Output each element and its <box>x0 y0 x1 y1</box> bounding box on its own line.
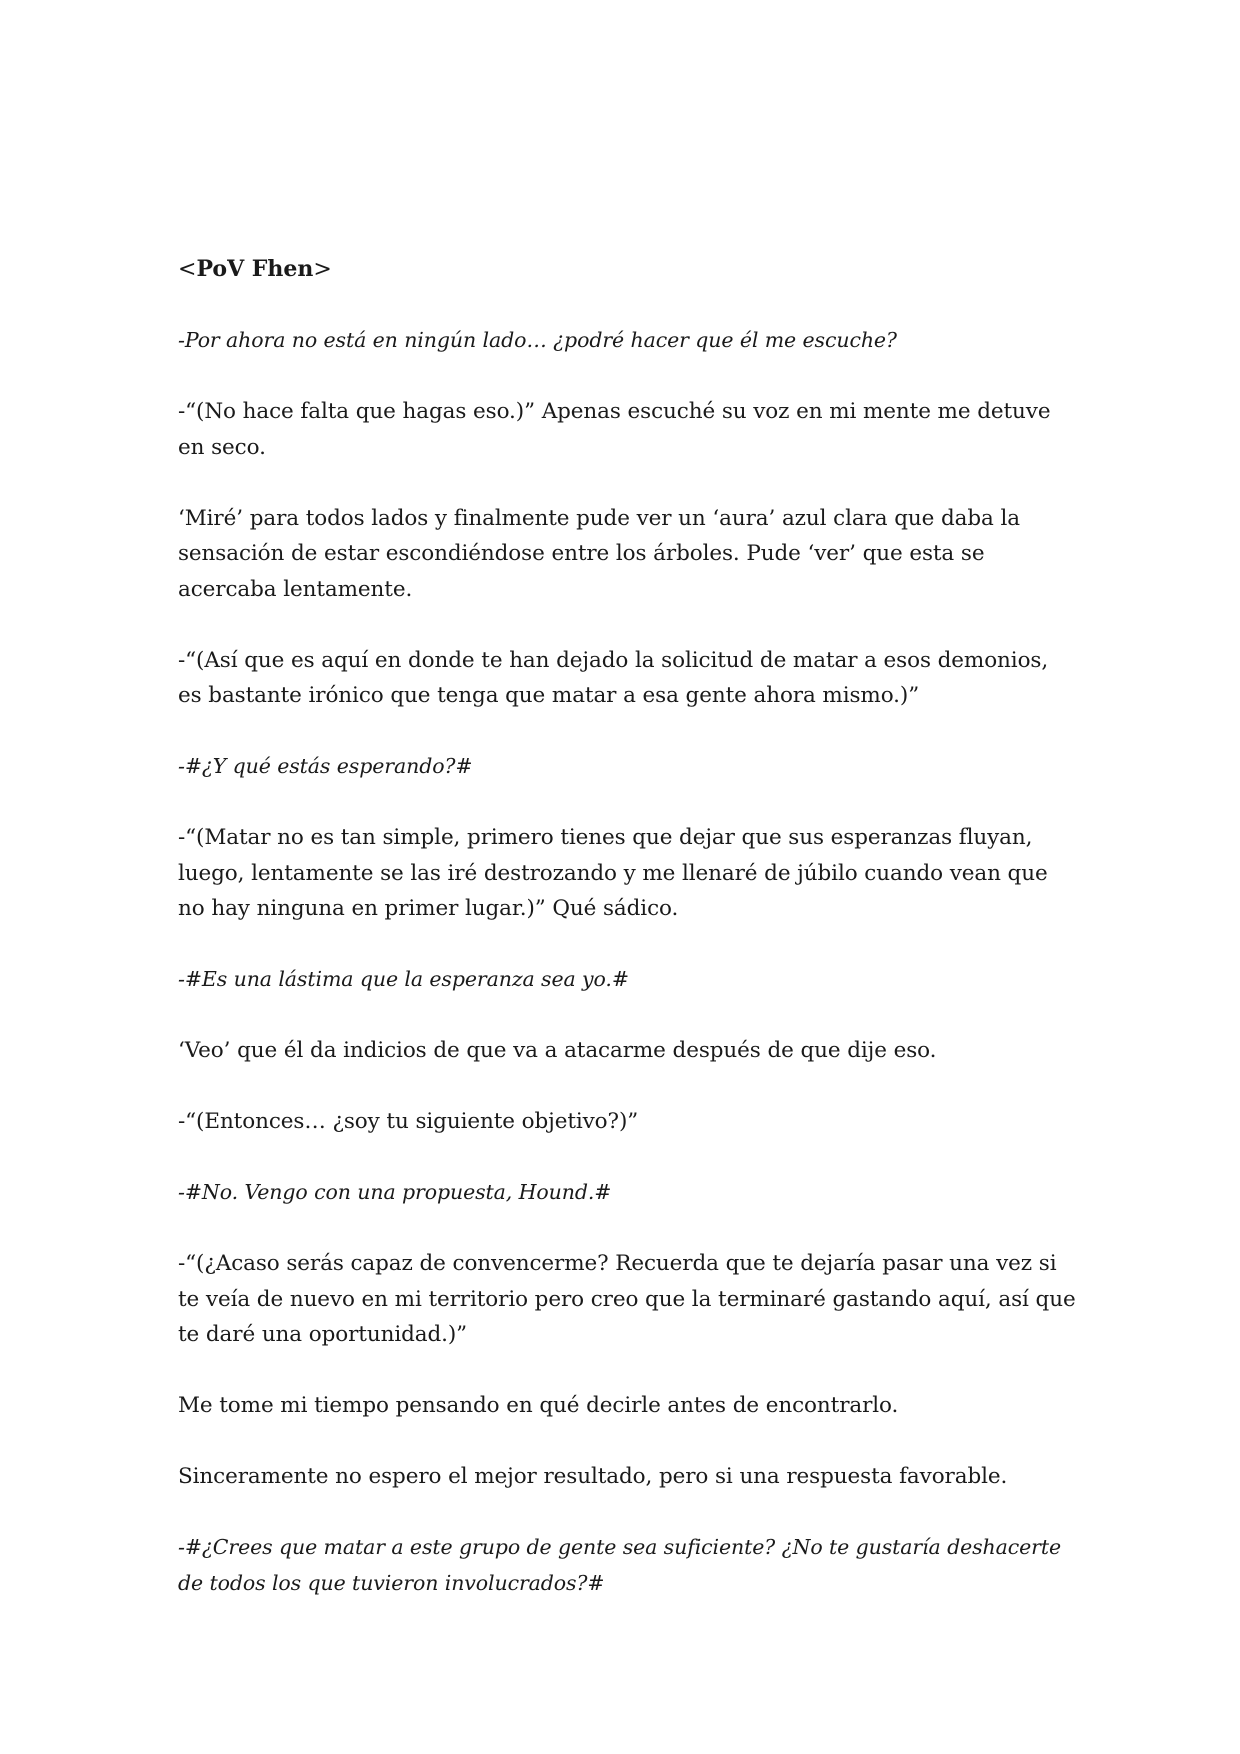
paragraph: -“(Matar no es tan simple, primero tienes que dejar que sus esperanzas fluyan, luego, lentamente se las iré destrozando y me llenaré de júbilo cuando vean que no hay ninguna en primer lugar.)” Qué sádico. <box>178 825 1048 921</box>
heading-open-bracket: < <box>178 257 197 282</box>
paragraph: -Por ahora no está en ningún lado… ¿podré hacer que él me escuche? <box>178 328 897 352</box>
paragraph: -“(Entonces… ¿soy tu siguiente objetivo?)” <box>178 1109 639 1134</box>
paragraph: -#No. Vengo con una propuesta, Hound.# <box>178 1180 612 1204</box>
paragraph: -“(Así que es aquí en donde te han dejado la solicitud de matar a esos demonios, es bastante irónico que tenga que matar a esa gente ahora mismo.)” <box>178 647 1049 708</box>
paragraph: -#Es una lástima que la esperanza sea yo.# <box>178 967 629 991</box>
heading-title: PoV Fhen <box>196 256 314 282</box>
paragraph: -“(¿Acaso serás capaz de convencerme? Recuerda que te dejaría pasar una vez si te veía de nuevo en mi territorio pero creo que la terminaré gastando aquí, así que te daré una oportunidad.)” <box>178 1251 1076 1347</box>
heading-close-bracket: > <box>313 257 332 282</box>
paragraph: -#¿Y qué estás esperando?# <box>178 754 473 778</box>
paragraph: Sinceramente no espero el mejor resultado, pero si una respuesta favorable. <box>178 1464 1008 1489</box>
paragraph: -#¿Crees que matar a este grupo de gente sea suficiente? ¿No te gustaría deshacerte de todos los que tuvieron involucrados?# <box>178 1535 1062 1595</box>
document-body <box>178 252 1078 1637</box>
section-heading <box>178 252 1078 288</box>
paragraph: -“(No hace falta que hagas eso.)” Apenas escuché su voz en mi mente me detuve en seco. <box>178 399 1051 460</box>
paragraph: ‘Veo’ que él da indicios de que va a atacarme después de que dije eso. <box>178 1038 937 1063</box>
paragraph: ‘Miré’ para todos lados y finalmente pude ver un ‘aura’ azul clara que daba la sensación de estar escondiéndose entre los árboles. Pude ‘ver’ que esta se acercaba lentamente. <box>178 505 1020 602</box>
paragraph: Me tome mi tiempo pensando en qué decirle antes de encontrarlo. <box>178 1393 899 1418</box>
